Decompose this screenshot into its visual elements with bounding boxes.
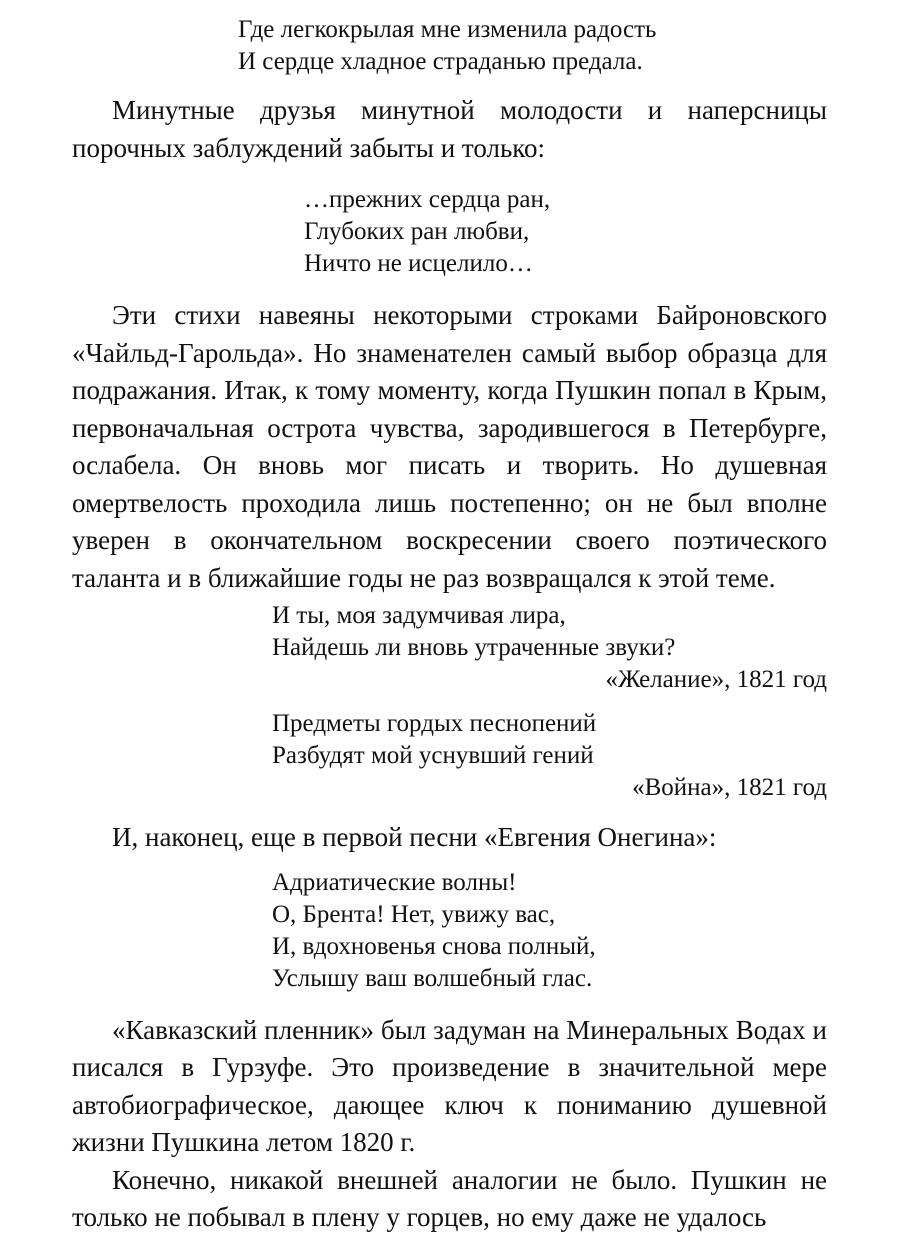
- verse-line: Где легкокрылая мне изменила радость: [238, 16, 657, 43]
- verse-quote-onegin: [272, 867, 827, 995]
- verse-line: Разбудят мой уснувший гений: [272, 742, 594, 769]
- verse-line: Услышу ваш волшебный глас.: [272, 964, 593, 992]
- verse-line: Найдешь ли вновь утраченные звуки?: [272, 634, 676, 661]
- verse-quote-wounds: [304, 184, 827, 280]
- verse-quote-zhelanie: [272, 600, 827, 664]
- paragraph-onegin-intro: И, наконец, еще в первой песни «Евгения Онегина»:: [112, 822, 717, 852]
- paragraph-no-analogy: Конечно, никакой внешней аналогии не было. Пушкин не только не побывал в плену у горцев, но ему даже не удалось: [72, 1164, 827, 1232]
- verse-line: Предметы гордых песнопений: [272, 710, 597, 737]
- book-page: [72, 14, 827, 1237]
- verse-line: И, вдохновенья снова полный,: [272, 932, 596, 960]
- verse-attribution: «Война», 1821 год: [632, 774, 827, 801]
- verse-line: …прежних сердца ран,: [304, 186, 551, 213]
- verse-line: Адриатические волны!: [272, 868, 517, 896]
- verse-line: Ничто не исцелило…: [304, 250, 533, 277]
- verse-line: О, Брента! Нет, увижу вас,: [272, 900, 556, 928]
- verse-line: И ты, моя задумчивая лира,: [272, 602, 566, 629]
- verse-quote-voina: [272, 708, 827, 772]
- paragraph-minute-friends: Минутные друзья минутной молодости и наперсницы порочных заблуждений забыты и только:: [72, 95, 827, 163]
- paragraph-caucasian-captive: «Кавказский пленник» был задуман на Минеральных Водах и писался в Гурзуфе. Это произведение в значительной мере автобиографическое, дающее ключ к пониманию душевной жизни Пушкина летом 1820 г.: [72, 1014, 827, 1157]
- verse-attribution: «Желание», 1821 год: [605, 666, 827, 693]
- paragraph-byron-influence: Эти стихи навеяны некоторыми строками Байроновского «Чайльд-Гарольда». Но знаменателен самый выбор образца для подражания. Итак, к тому моменту, когда Пушкин попал в Крым, первоначальная острота чувства, зародившегося в Петербурге, ослабела. Он вновь мог писать и творить. Но душевная омертвелость проходила лишь постепенно; он не был вполне уверен в окончательном воскресении своего поэтического таланта и в ближайшие годы не раз возвращался к этой теме.: [72, 300, 827, 593]
- verse-line: Глубоких ран любви,: [304, 218, 530, 245]
- verse-line: И сердце хладное страданью предала.: [238, 48, 643, 75]
- verse-quote-opening: [238, 14, 827, 78]
